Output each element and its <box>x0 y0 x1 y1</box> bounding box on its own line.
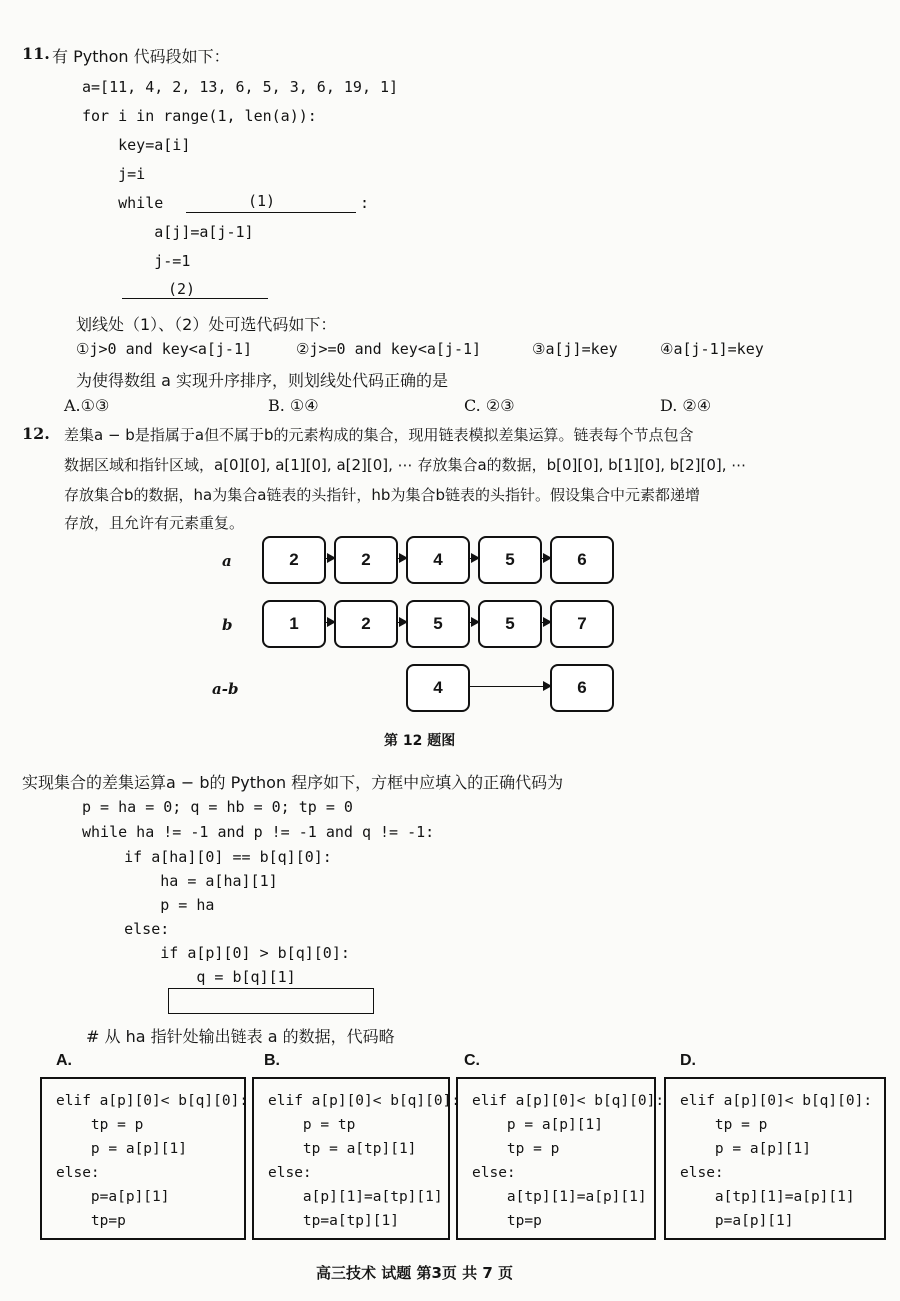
list-node-a: 2 <box>262 536 326 584</box>
option-code-line: elif a[p][0]< b[q][0]: <box>268 1093 461 1109</box>
option-code-line: p = tp <box>268 1117 356 1133</box>
list-node-b: 1 <box>262 600 326 648</box>
option-d-label: D. <box>680 1052 696 1069</box>
q11-stem: 有 Python 代码段如下： <box>52 47 230 66</box>
q11-option-b[interactable]: B. ①④ <box>268 396 319 415</box>
q12-comment: # 从 ha 指针处输出链表 a 的数据，代码略 <box>86 1027 395 1046</box>
blank-1-line[interactable] <box>186 212 356 213</box>
arrow-icon <box>326 622 334 623</box>
candidate-2: ②j>=0 and key<a[j-1] <box>296 340 482 358</box>
option-code-line: tp = p <box>56 1117 144 1133</box>
list-node-a: 5 <box>478 536 542 584</box>
option-code-line: tp = a[tp][1] <box>268 1141 417 1157</box>
arrow-icon <box>542 558 550 559</box>
q12-code-line: if a[p][0] > b[q][0]: <box>88 944 350 962</box>
q11-code-line: a[j]=a[j-1] <box>82 223 254 241</box>
list-node-b: 2 <box>334 600 398 648</box>
option-a-box[interactable] <box>40 1077 249 1240</box>
option-code-line: p=a[p][1] <box>680 1213 794 1229</box>
q11-option-d[interactable]: D. ②④ <box>660 396 712 415</box>
option-code-line: else: <box>680 1165 724 1181</box>
row-b-label: b <box>222 616 233 634</box>
option-code-line: a[tp][1]=a[p][1] <box>680 1189 855 1205</box>
q12-para-line: 存放，且允许有元素重复。 <box>64 514 245 532</box>
list-node-a: 4 <box>406 536 470 584</box>
candidate-1: ①j>0 and key<a[j-1] <box>76 340 253 358</box>
arrow-icon <box>326 558 334 559</box>
q11-code-line: j=i <box>82 165 146 183</box>
option-b-label: B. <box>264 1052 280 1069</box>
arrow-icon <box>398 558 406 559</box>
list-node-diff: 6 <box>550 664 614 712</box>
option-a-label: A. <box>56 1052 72 1069</box>
q11-option-c[interactable]: C. ②③ <box>464 396 515 415</box>
option-code-line: elif a[p][0]< b[q][0]: <box>56 1093 249 1109</box>
option-code-line: p = a[p][1] <box>472 1117 603 1133</box>
list-node-b: 5 <box>406 600 470 648</box>
option-code-line: a[p][1]=a[tp][1] <box>268 1189 443 1205</box>
list-node-a: 2 <box>334 536 398 584</box>
q12-code-line: if a[ha][0] == b[q][0]: <box>88 848 332 866</box>
list-node-b: 7 <box>550 600 614 648</box>
row-a-label: a <box>222 552 232 570</box>
candidate-3: ③a[j]=key <box>532 340 618 358</box>
q12-code-line: q = b[q][1] <box>88 968 296 986</box>
option-code-line: else: <box>268 1165 312 1181</box>
option-code-line: p = a[p][1] <box>56 1141 187 1157</box>
option-code-line: else: <box>472 1165 516 1181</box>
while-colon: : <box>360 194 370 212</box>
option-code-line: tp = p <box>472 1141 560 1157</box>
q11-number: 11. <box>22 44 50 63</box>
option-code-line: tp=a[tp][1] <box>268 1213 399 1229</box>
option-code-line: a[tp][1]=a[p][1] <box>472 1189 647 1205</box>
arrow-icon <box>542 622 550 623</box>
option-code-line: p=a[p][1] <box>56 1189 170 1205</box>
blank-2-line[interactable] <box>122 298 268 299</box>
option-code-line: tp = p <box>680 1117 768 1133</box>
q12-code-line: else: <box>88 920 170 938</box>
list-node-b: 5 <box>478 600 542 648</box>
q12-code-line: ha = a[ha][1] <box>88 872 278 890</box>
q12-code-line: p = ha = 0; q = hb = 0; tp = 0 <box>82 798 353 816</box>
option-d-box[interactable] <box>664 1077 886 1240</box>
option-code-line: elif a[p][0]< b[q][0]: <box>472 1093 665 1109</box>
q12-intro: 实现集合的差集运算a − b的 Python 程序如下，方框中应填入的正确代码为 <box>22 773 564 792</box>
candidate-4: ④a[j-1]=key <box>660 340 764 358</box>
blank-1-label: (1) <box>248 192 276 210</box>
q12-code-line: while ha != -1 and p != -1 and q != -1: <box>82 823 435 841</box>
q11-code-line: while <box>82 194 164 212</box>
arrow-icon <box>470 622 478 623</box>
q11-prompt: 划线处（1）、（2）处可选代码如下： <box>76 315 337 334</box>
blank-2-label: (2) <box>168 280 196 298</box>
q11-code-line: a=[11, 4, 2, 13, 6, 5, 3, 6, 19, 1] <box>82 78 399 96</box>
q12-para-line: 数据区域和指针区域，a[0][0], a[1][0], a[2][0], ⋯ 存放集合a的数据，b[0][0], b[1][0], b[2][0], ⋯ <box>64 456 747 474</box>
row-diff-label: a-b <box>212 680 239 698</box>
arrow-icon <box>398 622 406 623</box>
option-code-line: tp=p <box>56 1213 126 1229</box>
q12-code-line: p = ha <box>88 896 215 914</box>
q12-number: 12. <box>22 424 50 443</box>
option-code-line: p = a[p][1] <box>680 1141 811 1157</box>
option-code-line: tp=p <box>472 1213 542 1229</box>
list-node-diff: 4 <box>406 664 470 712</box>
option-c-box[interactable] <box>456 1077 665 1240</box>
q12-para-line: 差集a − b是指属于a但不属于b的元素构成的集合，现用链表模拟差集运算。链表每个节点包含 <box>64 426 694 444</box>
option-code-line: else: <box>56 1165 100 1181</box>
figure-caption: 第 12 题图 <box>384 733 456 749</box>
q11-question: 为使得数组 a 实现升序排序，则划线处代码正确的是 <box>76 371 448 390</box>
page-footer: 高三技术 试题 第3页 共 7 页 <box>316 1264 513 1282</box>
answer-blank-box[interactable] <box>168 988 374 1014</box>
q11-option-a[interactable]: A.①③ <box>64 396 110 415</box>
option-c-label: C. <box>464 1052 480 1069</box>
q11-code-line: j-=1 <box>82 252 191 270</box>
arrow-icon <box>470 686 550 687</box>
option-b-box[interactable] <box>252 1077 461 1240</box>
arrow-icon <box>470 558 478 559</box>
list-node-a: 6 <box>550 536 614 584</box>
q12-para-line: 存放集合b的数据，ha为集合a链表的头指针，hb为集合b链表的头指针。假设集合中元素都递增 <box>64 486 700 504</box>
q11-code-line: for i in range(1, len(a)): <box>82 107 317 125</box>
q11-code-line: key=a[i] <box>82 136 191 154</box>
option-code-line: elif a[p][0]< b[q][0]: <box>680 1093 873 1109</box>
